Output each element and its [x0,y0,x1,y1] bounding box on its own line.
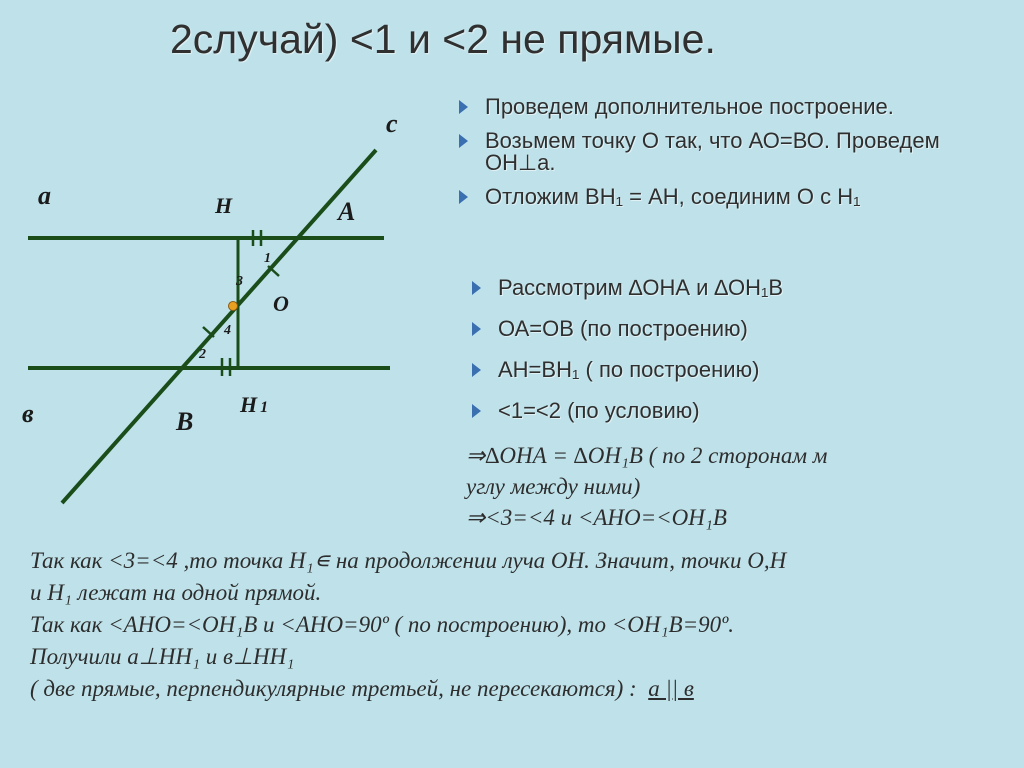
conclusion-block [466,440,827,533]
label-point-b: В [176,407,194,436]
construction-steps [455,96,1015,220]
proof-block [30,545,786,705]
bullet-arrow-icon [472,363,481,377]
triangle-analysis [468,277,1008,441]
label-line-c: с [386,109,398,138]
label-point-o: О [273,291,289,316]
conclusion-line: углу между ними) [466,474,641,499]
bullet-arrow-icon [459,134,468,148]
label-angle-4: 4 [224,323,231,338]
label-angle-1: 1 [264,251,271,266]
list-item: Рассмотрим ∆ОНА и ∆ОН₁В [468,277,1008,299]
proof-line: Так как <АНО=<ОН₁В и <АНО=90º ( по построению), то <ОН₁В=90º. [30,612,734,637]
bullet-arrow-icon [472,322,481,336]
proof-line: Получили а⊥НН₁ и в⊥НН₁ [30,644,295,669]
list-item: Возьмем точку О так, что АО=ВО. Проведем ОН⊥а. [455,130,1015,174]
label-angle-2: 2 [199,347,206,362]
list-item: АН=ВН₁ ( по построению) [468,359,1008,381]
list-item: Отложим ВН₁ = АН, соединим О с Н₁ [455,186,1015,208]
conclusion-line: ⇒<3=<4 и <АНО=<ОН₁В [466,505,727,530]
proof-final-text: ( две прямые, перпендикулярные третьей, не пересекаются) : [30,676,637,701]
label-point-h1: Н 1 [240,392,269,417]
label-point-a: А [338,197,356,226]
list-item: <1=<2 (по условию) [468,400,1008,422]
answer-parallel: а || в [648,676,694,701]
conclusion-line: ⇒∆ОНА = ∆ОН₁В ( по 2 сторонам м [466,443,828,468]
proof-line [30,673,786,705]
list-item: ОА=ОВ (по построению) [468,318,1008,340]
bullet-arrow-icon [459,190,468,204]
bullet-arrow-icon [472,281,481,295]
proof-line: Так как <3=<4 ,то точка Н₁∊ на продолжении луча ОН. Значит, точки О,Н [30,548,787,573]
label-point-h: Н [215,193,233,218]
point-o [229,302,238,311]
label-line-a: а [38,181,51,210]
label-line-b: в [22,399,34,428]
list-item: Проведем дополнительное построение. [455,96,1015,118]
bullet-arrow-icon [472,404,481,418]
proof-line: и Н₁ лежат на одной прямой. [30,580,322,605]
slide-title: 2случай) <1 и <2 не прямые. [170,16,716,62]
bullet-arrow-icon [459,100,468,114]
label-angle-3: 3 [236,274,243,289]
